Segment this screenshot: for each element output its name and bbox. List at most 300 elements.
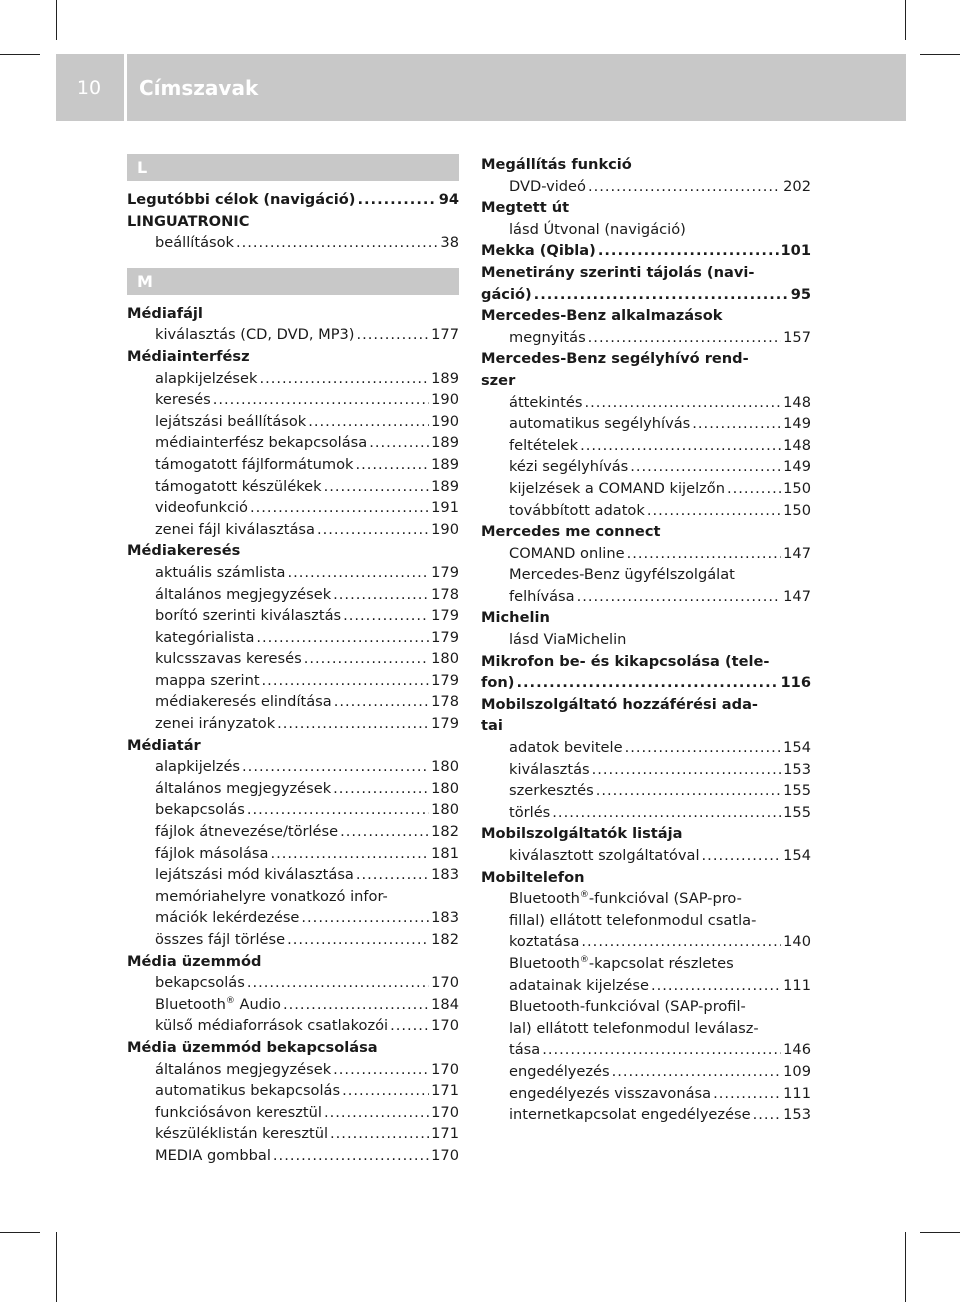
entry-text: lal) ellátott telefonmodul leválasz- [509, 1019, 759, 1037]
index-subentry [127, 411, 459, 433]
page-reference: 179 [431, 563, 459, 581]
entry-text: Bluetooth®-kapcsolat részletes [509, 954, 734, 972]
index-subentry [481, 435, 811, 457]
page-reference: 109 [783, 1062, 811, 1080]
entry-text: mációk lekérdezése [155, 909, 300, 927]
index-subentry [481, 1039, 811, 1061]
index-subentry [481, 176, 811, 198]
page-reference: 180 [431, 650, 459, 668]
index-heading [481, 607, 811, 629]
leader-dots [651, 975, 781, 997]
crop-mark [905, 0, 906, 40]
index-subentry [481, 413, 811, 435]
index-heading [481, 284, 811, 306]
leader-dots [330, 1123, 429, 1145]
entry-text: Megtett út [481, 199, 570, 217]
index-subentry [127, 519, 459, 541]
index-subentry [481, 780, 811, 802]
leader-dots [612, 1061, 782, 1083]
entry-text: DVD-videó [509, 177, 586, 195]
entry-text: adatainak kijelzése [509, 976, 649, 994]
entry-text: továbbított adatok [509, 501, 645, 519]
page-reference: 179 [431, 607, 459, 625]
page-reference: 170 [431, 1146, 459, 1164]
leader-dots [304, 648, 429, 670]
entry-text: Michelin [481, 609, 550, 627]
entry-text: szer [481, 371, 516, 389]
index-heading [127, 540, 459, 562]
entry-text: automatikus segélyhívás [509, 415, 691, 433]
index-subentry [481, 845, 811, 867]
entry-text: támogatott fájlformátumok [155, 455, 354, 473]
leader-dots [242, 756, 429, 778]
crop-mark [0, 1232, 40, 1233]
section-letter: L [127, 154, 459, 181]
leader-dots [247, 972, 429, 994]
index-subentry [481, 737, 811, 759]
index-subentry [127, 821, 459, 843]
page-reference: 155 [783, 803, 811, 821]
page-reference: 178 [431, 585, 459, 603]
section-letter: M [127, 268, 459, 295]
leader-dots [287, 929, 429, 951]
entry-text: Mercedes-Benz segélyhívó rend- [481, 350, 749, 368]
leader-dots [343, 605, 429, 627]
leader-dots [516, 672, 778, 694]
index-column-left [127, 154, 459, 1167]
index-subentry [127, 605, 459, 627]
index-heading [481, 348, 811, 370]
index-subentry [127, 929, 459, 951]
index-heading [127, 1037, 459, 1059]
page-reference: 170 [431, 974, 459, 992]
page-reference: 101 [780, 242, 811, 260]
index-subentry [481, 478, 811, 500]
entry-text: felhívása [509, 587, 575, 605]
page-reference: 190 [431, 412, 459, 430]
entry-text: COMAND online [509, 544, 625, 562]
leader-dots [390, 1015, 429, 1037]
index-subentry [481, 802, 811, 824]
leader-dots [577, 586, 782, 608]
leader-dots [324, 476, 430, 498]
page-reference: 38 [440, 234, 459, 252]
index-heading [481, 694, 811, 716]
page-reference: 147 [783, 587, 811, 605]
index-column-right [481, 154, 811, 1126]
leader-dots [727, 478, 781, 500]
page-reference: 154 [783, 847, 811, 864]
index-subentry [127, 907, 459, 929]
entry-text: MEDIA gombbal [155, 1146, 271, 1164]
entry-text: fillal) ellátott telefonmodul csatla- [509, 911, 757, 929]
index-subentry [481, 975, 811, 997]
entry-text: alapkijelzés [155, 758, 241, 776]
leader-dots [713, 1083, 781, 1105]
entry-text: kiválasztás [509, 760, 590, 778]
leader-dots [542, 1039, 781, 1061]
leader-dots [301, 907, 429, 929]
leader-dots [357, 189, 436, 211]
page-reference: 190 [431, 520, 459, 538]
index-heading [481, 672, 811, 694]
entry-text: Bluetooth-funkcióval (SAP-profil- [509, 998, 746, 1016]
entry-text: engedélyezés [509, 1062, 610, 1080]
index-heading [481, 262, 811, 284]
index-subentry [481, 1061, 811, 1083]
index-subentry [481, 888, 811, 910]
entry-text: Mikrofon be- és kikapcsolása (tele- [481, 652, 770, 670]
leader-dots [283, 994, 429, 1016]
index-subentry [481, 996, 811, 1018]
entry-text: tása [509, 1041, 541, 1059]
index-subentry [127, 994, 459, 1016]
index-subentry [127, 324, 459, 346]
page-reference: 111 [783, 1084, 811, 1102]
leader-dots [369, 432, 429, 454]
index-subentry [481, 759, 811, 781]
index-heading [127, 735, 459, 757]
entry-text: kiválasztás (CD, DVD, MP3) [155, 326, 355, 344]
page-reference: 170 [431, 1103, 459, 1121]
entry-text: kijelzések a COMAND kijelzőn [509, 479, 725, 497]
entry-text: lásd Útvonal (navigáció) [509, 220, 686, 238]
page-reference: 179 [431, 628, 459, 646]
entry-text: Mekka (Qibla) [481, 242, 596, 260]
index-heading [127, 211, 459, 233]
index-subentry [127, 1080, 459, 1102]
entry-text: médiakeresés elindítása [155, 693, 332, 711]
leader-dots [236, 232, 438, 254]
leader-dots [356, 864, 429, 886]
index-subentry [127, 799, 459, 821]
leader-dots [273, 1145, 429, 1167]
leader-dots [342, 1080, 429, 1102]
index-heading [481, 154, 811, 176]
index-subentry [481, 392, 811, 414]
page-reference: 111 [783, 976, 811, 994]
entry-text: támogatott készülékek [155, 477, 322, 495]
entry-text: lásd ViaMichelin [509, 631, 627, 649]
crop-mark [920, 1232, 960, 1233]
entry-text: alapkijelzések [155, 369, 258, 387]
index-subentry [127, 1015, 459, 1037]
leader-dots [584, 392, 781, 414]
index-heading [481, 370, 811, 392]
registered-mark: ® [579, 890, 589, 901]
entry-text: tai [481, 717, 503, 735]
page-reference: 140 [783, 933, 811, 951]
leader-dots [317, 519, 429, 541]
entry-text: Médiatár [127, 736, 201, 754]
leader-dots [259, 368, 429, 390]
index-heading [127, 189, 459, 211]
page-reference: 181 [431, 844, 459, 862]
leader-dots [333, 778, 429, 800]
entry-text: kézi segélyhívás [509, 458, 629, 476]
leader-dots [702, 845, 782, 867]
page-reference: 149 [783, 458, 811, 476]
leader-dots [262, 670, 430, 692]
leader-dots [630, 456, 781, 478]
leader-dots [308, 411, 429, 433]
leader-dots [592, 759, 782, 781]
leader-dots [324, 1102, 429, 1124]
entry-text: általános megjegyzések [155, 779, 332, 797]
entry-text: fájlok másolása [155, 844, 269, 862]
entry-text: zenei fájl kiválasztása [155, 520, 315, 538]
index-subentry [481, 586, 811, 608]
header-divider [124, 54, 127, 121]
entry-text: Megállítás funkció [481, 156, 632, 173]
index-subentry [127, 972, 459, 994]
page-reference: 189 [431, 455, 459, 473]
leader-dots [581, 931, 781, 953]
index-subentry [127, 476, 459, 498]
entry-text: funkciósávon keresztül [155, 1103, 322, 1121]
page-reference: 149 [783, 415, 811, 433]
index-heading [127, 346, 459, 368]
page-reference: 94 [438, 191, 459, 208]
entry-text: Mobiltelefon [481, 868, 585, 886]
entry-text: lejátszási beállítások [155, 412, 307, 430]
index-subentry [127, 691, 459, 713]
index-subentry [127, 389, 459, 411]
index-subentry [127, 584, 459, 606]
index-subentry [127, 368, 459, 390]
index-subentry [127, 778, 459, 800]
page-reference: 189 [431, 369, 459, 387]
entry-text: adatok bevitele [509, 739, 623, 757]
page-reference: 180 [431, 779, 459, 797]
entry-text: kategórialista [155, 628, 255, 646]
index-subentry [127, 627, 459, 649]
entry-text: internetkapcsolat engedélyezése [509, 1106, 751, 1124]
entry-text: videofunkció [155, 499, 248, 517]
leader-dots [256, 627, 429, 649]
page-reference: 202 [783, 177, 811, 195]
page-reference: 184 [431, 995, 459, 1013]
entry-text: szerkesztés [509, 782, 594, 800]
leader-dots [340, 821, 429, 843]
crop-mark [905, 1232, 906, 1302]
index-subentry [127, 497, 459, 519]
page-reference: 153 [783, 760, 811, 778]
page-reference: 177 [431, 326, 459, 344]
page-reference: 189 [431, 477, 459, 495]
page-title: Címszavak [139, 75, 259, 100]
index-heading [481, 867, 811, 889]
page-reference: 154 [783, 739, 811, 757]
index-subentry [481, 564, 811, 586]
entry-text: törlés [509, 803, 551, 821]
page-reference: 179 [431, 671, 459, 689]
index-subentry [481, 1018, 811, 1040]
entry-text: Médiainterfész [127, 347, 250, 365]
entry-text: kiválasztott szolgáltatóval [509, 847, 700, 864]
page-reference: 183 [431, 866, 459, 884]
entry-text: keresés [155, 391, 211, 409]
registered-mark: ® [225, 995, 235, 1006]
index-heading [127, 303, 459, 325]
entry-text: készüléklistán keresztül [155, 1125, 329, 1143]
leader-dots [625, 737, 782, 759]
page-reference: 148 [783, 393, 811, 411]
entry-text: bekapcsolás [155, 801, 245, 819]
registered-mark: ® [579, 955, 589, 966]
page-reference: 171 [431, 1082, 459, 1100]
crop-mark [56, 0, 57, 40]
entry-text: Mercedes-Benz ügyfélszolgálat [509, 566, 735, 584]
entry-text: kulcsszavas keresés [155, 650, 302, 668]
page-reference: 178 [431, 693, 459, 711]
page-reference: 183 [431, 909, 459, 927]
index-subentry [481, 953, 811, 975]
leader-dots [250, 497, 429, 519]
entry-text: Mobilszolgáltatók listája [481, 825, 683, 843]
entry-text: Mobilszolgáltató hozzáférési ada- [481, 695, 758, 713]
entry-text: bekapcsolás [155, 974, 245, 992]
index-subentry [127, 713, 459, 735]
page-reference: 95 [790, 285, 811, 303]
index-subentry [481, 456, 811, 478]
crop-mark [920, 54, 960, 55]
index-subentry [127, 232, 459, 254]
leader-dots [580, 435, 781, 457]
page-reference: 191 [431, 499, 459, 517]
entry-text: zenei irányzatok [155, 715, 276, 733]
entry-text: beállítások [155, 234, 234, 252]
leader-dots [627, 543, 782, 565]
entry-text: gáció) [481, 285, 532, 303]
index-subentry [127, 843, 459, 865]
leader-dots [333, 584, 429, 606]
entry-text: megnyitás [509, 328, 586, 346]
leader-dots [753, 1104, 782, 1126]
entry-text: Média üzemmód bekapcsolása [127, 1038, 378, 1056]
index-heading [481, 715, 811, 737]
leader-dots [647, 500, 781, 522]
page-reference: 157 [783, 328, 811, 346]
index-heading [481, 651, 811, 673]
page-reference: 155 [783, 782, 811, 800]
page-reference: 179 [431, 715, 459, 733]
entry-text: feltételek [509, 436, 579, 454]
index-subentry [481, 500, 811, 522]
index-subentry [481, 219, 811, 241]
page-reference: 189 [431, 434, 459, 452]
leader-dots [213, 389, 429, 411]
index-subentry [481, 1104, 811, 1126]
page-reference: 182 [431, 931, 459, 948]
leader-dots [287, 562, 429, 584]
page-reference: 182 [431, 823, 459, 841]
index-subentry [127, 1059, 459, 1081]
entry-text: médiainterfész bekapcsolása [155, 434, 368, 452]
index-subentry [127, 886, 459, 908]
entry-text: memóriahelyre vonatkozó infor- [155, 887, 388, 905]
index-subentry [127, 1145, 459, 1167]
page-reference: 153 [783, 1106, 811, 1124]
entry-text: Mercedes me connect [481, 523, 661, 541]
entry-text: LINGUATRONIC [127, 212, 250, 230]
index-subentry [127, 432, 459, 454]
entry-text: általános megjegyzések [155, 585, 332, 603]
entry-text: fon) [481, 674, 515, 692]
crop-mark [56, 1232, 57, 1302]
index-subentry [127, 864, 459, 886]
leader-dots [692, 413, 781, 435]
leader-dots [598, 240, 779, 262]
crop-mark [0, 54, 40, 55]
entry-text: lejátszási mód kiválasztása [155, 866, 354, 884]
index-heading [481, 521, 811, 543]
leader-dots [247, 799, 429, 821]
entry-text: Média üzemmód [127, 952, 262, 970]
entry-text: általános megjegyzések [155, 1060, 332, 1078]
page-number: 10 [76, 76, 102, 99]
page-reference: 147 [783, 544, 811, 562]
index-heading [481, 197, 811, 219]
index-subentry [127, 670, 459, 692]
index-subentry [127, 756, 459, 778]
entry-text: Bluetooth®-funkcióval (SAP-pro- [509, 890, 742, 908]
entry-text: automatikus bekapcsolás [155, 1082, 341, 1100]
leader-dots [334, 691, 429, 713]
page-reference: 190 [431, 391, 459, 409]
entry-text: Médiakeresés [127, 542, 241, 560]
leader-dots [270, 843, 429, 865]
index-subentry [127, 1102, 459, 1124]
index-subentry [481, 910, 811, 932]
page-reference: 150 [783, 501, 811, 519]
leader-dots [357, 324, 430, 346]
index-heading [481, 305, 811, 327]
index-subentry [127, 562, 459, 584]
entry-text: Legutóbbi célok (navigáció) [127, 191, 356, 208]
entry-text: összes fájl törlése [155, 931, 286, 948]
leader-dots [355, 454, 429, 476]
entry-text: borító szerinti kiválasztás [155, 607, 342, 625]
entry-text: külső médiaforrások csatlakozói [155, 1017, 389, 1035]
entry-text: Mercedes-Benz alkalmazások [481, 307, 723, 325]
page-reference: 180 [431, 758, 459, 776]
index-subentry [481, 543, 811, 565]
leader-dots [596, 780, 781, 802]
entry-text: koztatása [509, 933, 580, 951]
page-reference: 170 [431, 1017, 459, 1035]
index-subentry [481, 327, 811, 349]
page-reference: 170 [431, 1060, 459, 1078]
page-reference: 180 [431, 801, 459, 819]
index-subentry [481, 931, 811, 953]
entry-text: áttekintés [509, 393, 583, 411]
index-subentry [127, 648, 459, 670]
index-heading [127, 951, 459, 973]
entry-text: Bluetooth® Audio [155, 995, 281, 1013]
index-subentry [127, 1123, 459, 1145]
entry-text: aktuális számlista [155, 563, 286, 581]
entry-text: Médiafájl [127, 304, 203, 322]
entry-text: mappa szerint [155, 671, 260, 689]
entry-text: engedélyezés visszavonása [509, 1084, 712, 1102]
leader-dots [588, 176, 781, 198]
page-reference: 146 [783, 1041, 811, 1059]
leader-dots [534, 284, 789, 306]
entry-text: Menetirány szerinti tájolás (navi- [481, 263, 755, 281]
leader-dots [277, 713, 429, 735]
entry-text: fájlok átnevezése/törlése [155, 823, 339, 841]
